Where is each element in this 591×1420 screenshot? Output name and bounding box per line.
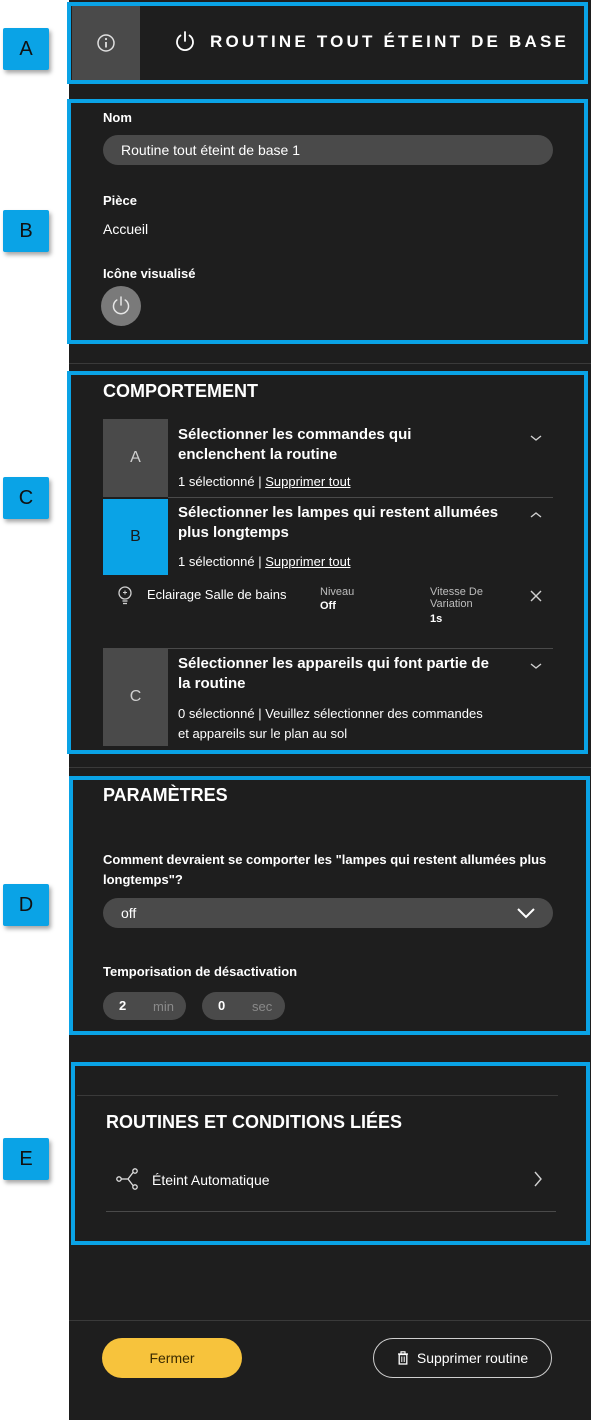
trigger-commands-tag: A (103, 419, 168, 497)
seconds-input[interactable] (202, 992, 285, 1020)
accordion-divider (168, 648, 553, 649)
footer-divider (69, 1320, 591, 1321)
linked-routine-item[interactable] (106, 1150, 556, 1210)
speed-label: Vitesse De Variation (430, 586, 483, 610)
name-label: Nom (103, 110, 132, 125)
lamps-longer-tag: B (103, 499, 168, 575)
section-divider (77, 1095, 558, 1096)
chevron-right-icon (533, 1170, 543, 1188)
close-icon[interactable] (529, 589, 543, 603)
delete-routine-button[interactable] (373, 1338, 552, 1378)
chevron-up-icon[interactable] (529, 510, 543, 520)
chevron-down-icon[interactable] (529, 661, 543, 671)
level-value: Off (320, 600, 336, 612)
callout-tag-d: D (3, 884, 49, 926)
info-icon (96, 33, 116, 53)
level-label: Niveau (320, 586, 355, 598)
info-button[interactable] (72, 4, 140, 82)
share-nodes-icon (115, 1168, 139, 1190)
callout-tag-a: A (3, 28, 49, 70)
devices-count: 0 sélectionné | Veuillez sélectionner des commandes et appareils sur le plan au sol (178, 706, 483, 741)
section-divider (69, 767, 591, 768)
behaviour-select-value: off (121, 905, 137, 921)
linked-routine-name: Éteint Automatique (152, 1172, 270, 1188)
devices-tag: C (103, 648, 168, 746)
lamps-longer-title[interactable]: Sélectionner les lampes qui restent allumées plus longtemps (178, 504, 499, 541)
lamps-longer-count: 1 sélectionné | Supprimer tout (178, 554, 351, 569)
minutes-input[interactable] (103, 992, 186, 1020)
chevron-down-icon[interactable] (529, 433, 543, 443)
trigger-commands-count: 1 sélectionné | Supprimer tout (178, 474, 351, 489)
lightbulb-icon (117, 585, 133, 607)
seconds-value: 0 (218, 998, 226, 1013)
minutes-unit: min (153, 999, 174, 1014)
trigger-commands-title[interactable]: Sélectionner les commandes qui enclenchent la routine (178, 426, 412, 463)
delete-routine-label: Supprimer routine (416, 1350, 529, 1366)
clear-all-link[interactable]: Supprimer tout (265, 554, 351, 569)
icon-label: Icône visualisé (103, 266, 196, 281)
room-value: Accueil (103, 221, 149, 237)
trash-icon (397, 1351, 409, 1365)
name-input[interactable] (103, 135, 553, 165)
devices-title[interactable]: Sélectionner les appareils qui font partie de la routine (178, 655, 489, 692)
list-divider (106, 1211, 556, 1212)
behaviour-select[interactable] (103, 898, 553, 928)
linked-title: ROUTINES ET CONDITIONS LIÉES (106, 1112, 403, 1132)
chevron-down-icon (516, 906, 536, 920)
behaviour-question: Comment devraient se comporter les "lampes qui restent allumées plus longtemps"? (103, 852, 547, 887)
speed-value: 1s (430, 613, 443, 625)
lamp-name: Eclairage Salle de bains (147, 587, 287, 602)
accordion-divider (168, 497, 553, 498)
callout-tag-c: C (3, 477, 49, 519)
power-icon (110, 295, 132, 317)
name-value: Routine tout éteint de base 1 (121, 142, 301, 158)
seconds-unit: sec (252, 999, 273, 1014)
power-icon (174, 30, 196, 54)
room-label: Pièce (103, 193, 137, 208)
routine-icon-picker[interactable] (101, 286, 141, 326)
behaviour-title: COMPORTEMENT (103, 381, 258, 401)
page-title: ROUTINE TOUT ÉTEINT DE BASE (210, 32, 570, 51)
callout-tag-e: E (3, 1138, 49, 1180)
minutes-value: 2 (119, 998, 127, 1013)
callout-tag-b: B (3, 210, 49, 252)
delay-label: Temporisation de désactivation (103, 964, 298, 979)
section-divider (69, 363, 591, 364)
close-button[interactable]: Fermer (102, 1338, 242, 1378)
parameters-title: PARAMÈTRES (103, 785, 228, 805)
clear-all-link[interactable]: Supprimer tout (265, 474, 351, 489)
